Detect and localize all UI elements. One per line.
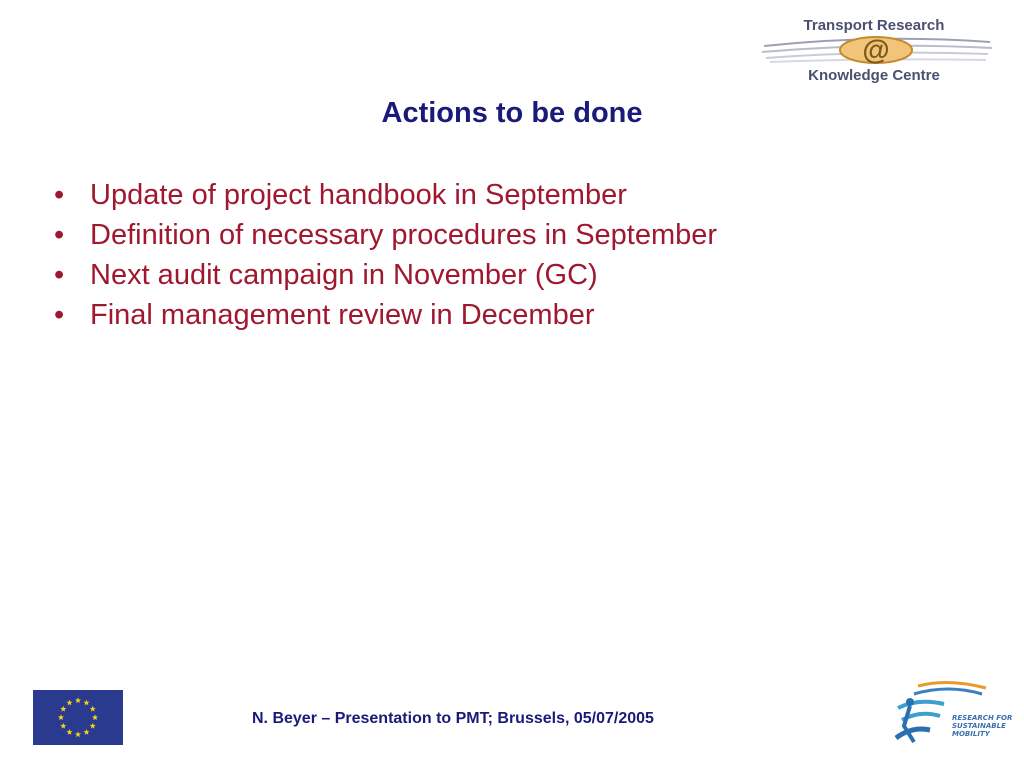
footer-text: N. Beyer – Presentation to PMT; Brussels, 05/07/2005 (252, 710, 654, 727)
bullet-marker: • (54, 259, 65, 291)
rsm-logo-line3: MOBILITY (952, 730, 990, 738)
slide-title: Actions to be done (381, 97, 643, 129)
bullet-marker: • (54, 299, 65, 331)
eu-flag-icon (33, 690, 123, 745)
bullet-marker: • (54, 179, 65, 211)
bullet-item (54, 215, 717, 255)
bullet-text: Final management review in December (90, 299, 595, 331)
bullet-text: Definition of necessary procedures in September (90, 219, 718, 251)
logo-line2: Knowledge Centre (808, 67, 940, 84)
bullet-marker: • (54, 219, 65, 251)
rsm-logo-line1: RESEARCH FOR (952, 714, 1013, 722)
logo-line1: Transport Research (803, 17, 945, 34)
bullet-text: Next audit campaign in November (GC) (90, 259, 598, 291)
bullet-text: Update of project handbook in September (90, 179, 627, 211)
rsm-logo-line2: SUSTAINABLE (952, 722, 1006, 730)
bullet-item (54, 295, 717, 335)
bullet-list (54, 175, 717, 335)
research-sustainable-mobility-logo (888, 680, 1016, 752)
bullet-item (54, 175, 717, 215)
bullet-item (54, 255, 717, 295)
trkc-logo (758, 12, 994, 86)
logo-at-symbol: @ (862, 34, 890, 65)
